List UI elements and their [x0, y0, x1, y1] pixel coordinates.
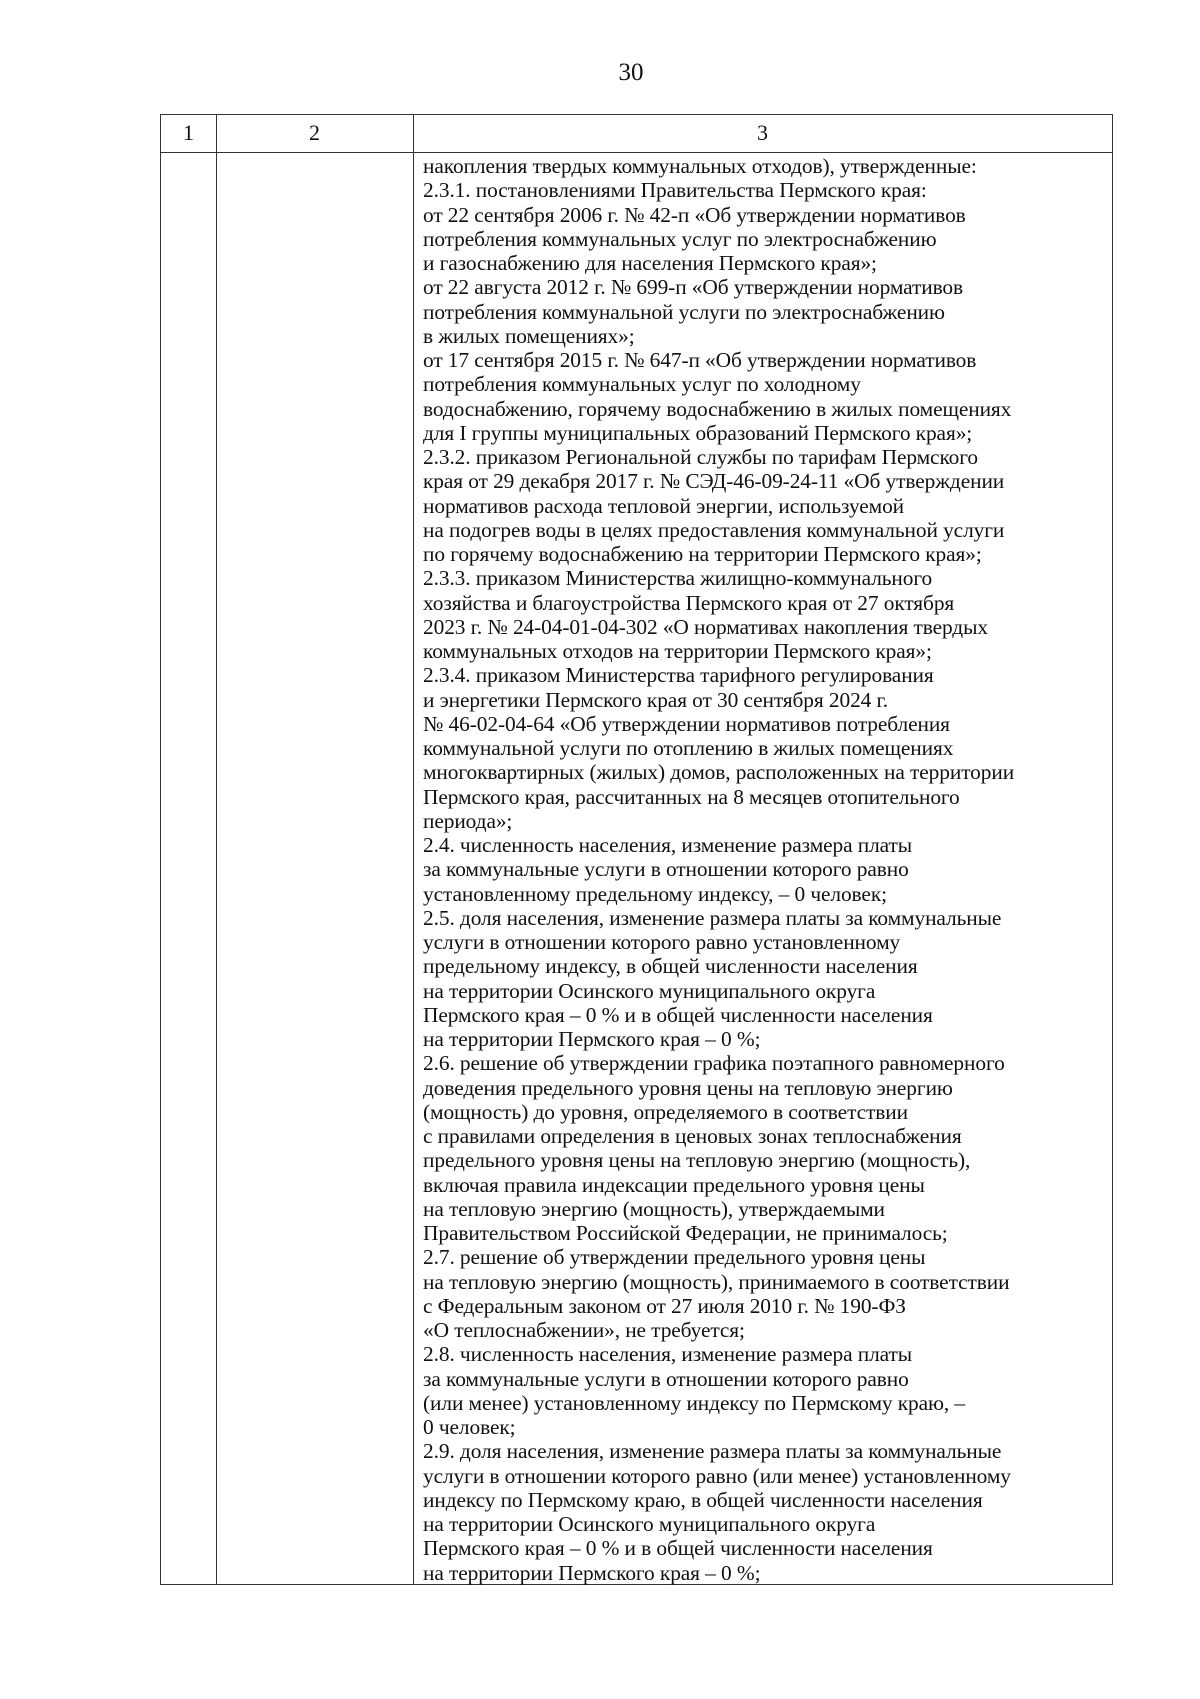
text-line: с Федеральным законом от 27 июля 2010 г. № 190-ФЗ — [423, 1293, 906, 1318]
text-line: доведения предельного уровня цены на тепловую энергию — [423, 1075, 953, 1100]
text-line: на территории Пермского края – 0 %; — [423, 1560, 761, 1585]
text-line: на территории Осинского муниципального округа — [423, 1512, 876, 1536]
header-cell-1: 1 — [183, 120, 194, 145]
text-line: Правительством Российской Федерации, не принималось; — [423, 1221, 948, 1245]
text-line: услуги в отношении которого равно установленному — [423, 930, 901, 954]
text-line: 2.3.3. приказом Министерства жилищно-коммунального — [423, 566, 933, 591]
text-line: коммунальной услуги по отоплению в жилых помещениях — [423, 736, 954, 760]
page-number: 30 — [618, 59, 644, 86]
text-line: хозяйства и благоустройства Пермского края от 27 октября — [423, 590, 955, 615]
text-line: № 46-02-04-64 «Об утверждении нормативов потребления — [423, 711, 950, 736]
column-3-content — [423, 154, 1113, 1585]
text-line: (мощность) до уровня, определяемого в соответствии — [423, 1099, 908, 1124]
text-line: услуги в отношении которого равно (или менее) установленному — [423, 1463, 1011, 1488]
text-line: 2.8. численность населения, изменение размера платы — [423, 1342, 913, 1367]
table-header-row — [161, 115, 1112, 153]
text-line: 2.3.1. постановлениями Правительства Пермского края: — [423, 178, 927, 203]
text-line: потребления коммунальных услуг по холодному — [423, 372, 861, 397]
text-line: за коммунальные услуги в отношении которого равно — [423, 857, 909, 882]
text-line: в жилых помещениях»; — [423, 323, 635, 348]
text-line: и энергетики Пермского края от 30 сентября 2024 г. — [423, 687, 889, 712]
text-line: коммунальных отходов на территории Пермского края»; — [423, 639, 932, 663]
column-divider-2 — [413, 115, 414, 1584]
text-line: 2.4. численность населения, изменение размера платы — [423, 833, 913, 857]
text-line: 2023 г. № 24-04-01-04-302 «О нормативах накопления твердых — [423, 614, 988, 639]
text-line: индексу по Пермскому краю, в общей численности населения — [423, 1487, 983, 1512]
text-line: за коммунальные услуги в отношении которого равно — [423, 1366, 909, 1391]
text-line: на территории Пермского края – 0 %; — [423, 1027, 761, 1051]
text-line: потребления коммунальной услуги по электроснабжению — [423, 299, 945, 324]
text-line: периода»; — [423, 808, 513, 833]
text-line: 2.5. доля населения, изменение размера платы за коммунальные — [423, 905, 1002, 930]
text-line: 2.3.2. приказом Региональной службы по тарифам Пермского — [423, 445, 978, 469]
text-line: (или менее) установленному индексу по Пермскому краю, – — [423, 1390, 966, 1415]
text-line: многоквартирных (жилых) домов, расположенных на территории — [423, 760, 1015, 785]
text-line: «О теплоснабжении», не требуется; — [423, 1318, 745, 1342]
text-line: потребления коммунальных услуг по электроснабжению — [423, 226, 937, 251]
text-line: установленному предельному индексу, – 0 человек; — [423, 881, 887, 906]
document-table — [160, 114, 1113, 1585]
text-line: предельному индексу, в общей численности населения — [423, 954, 918, 979]
text-line: предельного уровня цены на тепловую энергию (мощность), — [423, 1148, 971, 1173]
text-line: 0 человек; — [423, 1415, 516, 1439]
text-line: 2.6. решение об утверждении графика поэтапного равномерного — [423, 1051, 1005, 1076]
text-line: для I группы муниципальных образований Пермского края»; — [423, 420, 973, 445]
text-line: Пермского края, рассчитанных на 8 месяцев отопительного — [423, 784, 960, 809]
text-line: края от 29 декабря 2017 г. № СЭД-46-09-24-11 «Об утверждении — [423, 469, 1005, 494]
text-line: на территории Осинского муниципального округа — [423, 978, 876, 1003]
text-line: на тепловую энергию (мощность), утверждаемыми — [423, 1196, 885, 1221]
text-line: включая правила индексации предельного уровня цены — [423, 1172, 925, 1197]
header-cell-3: 3 — [757, 120, 768, 145]
text-line: от 22 августа 2012 г. № 699-п «Об утверждении нормативов — [423, 275, 964, 300]
text-line: от 17 сентября 2015 г. № 647-п «Об утверждении нормативов — [423, 348, 977, 372]
text-line: 2.9. доля населения, изменение размера платы за коммунальные — [423, 1439, 1002, 1464]
text-line: 2.3.4. приказом Министерства тарифного регулирования — [423, 663, 934, 688]
text-line: и газоснабжению для населения Пермского края»; — [423, 251, 877, 275]
header-cell-2: 2 — [309, 120, 320, 145]
text-line: с правилами определения в ценовых зонах теплоснабжения — [423, 1124, 962, 1148]
text-line: 2.7. решение об утверждении предельного уровня цены — [423, 1245, 926, 1270]
text-line: на тепловую энергию (мощность), принимаемого в соответствии — [423, 1269, 1010, 1294]
text-line: на подогрев воды в целях предоставления коммунальной услуги — [423, 517, 1005, 542]
text-line: водоснабжению, горячему водоснабжению в жилых помещениях — [423, 396, 1012, 421]
text-line: Пермского края – 0 % и в общей численности населения — [423, 1536, 933, 1561]
text-line: накопления твердых коммунальных отходов), утвержденные: — [423, 154, 977, 178]
text-line: по горячему водоснабжению на территории Пермского края»; — [423, 542, 982, 566]
text-line: от 22 сентября 2006 г. № 42-п «Об утверждении нормативов — [423, 202, 966, 227]
column-divider-1 — [216, 115, 217, 1584]
text-line: Пермского края – 0 % и в общей численности населения — [423, 1002, 933, 1027]
text-line: нормативов расхода тепловой энергии, используемой — [423, 493, 905, 518]
